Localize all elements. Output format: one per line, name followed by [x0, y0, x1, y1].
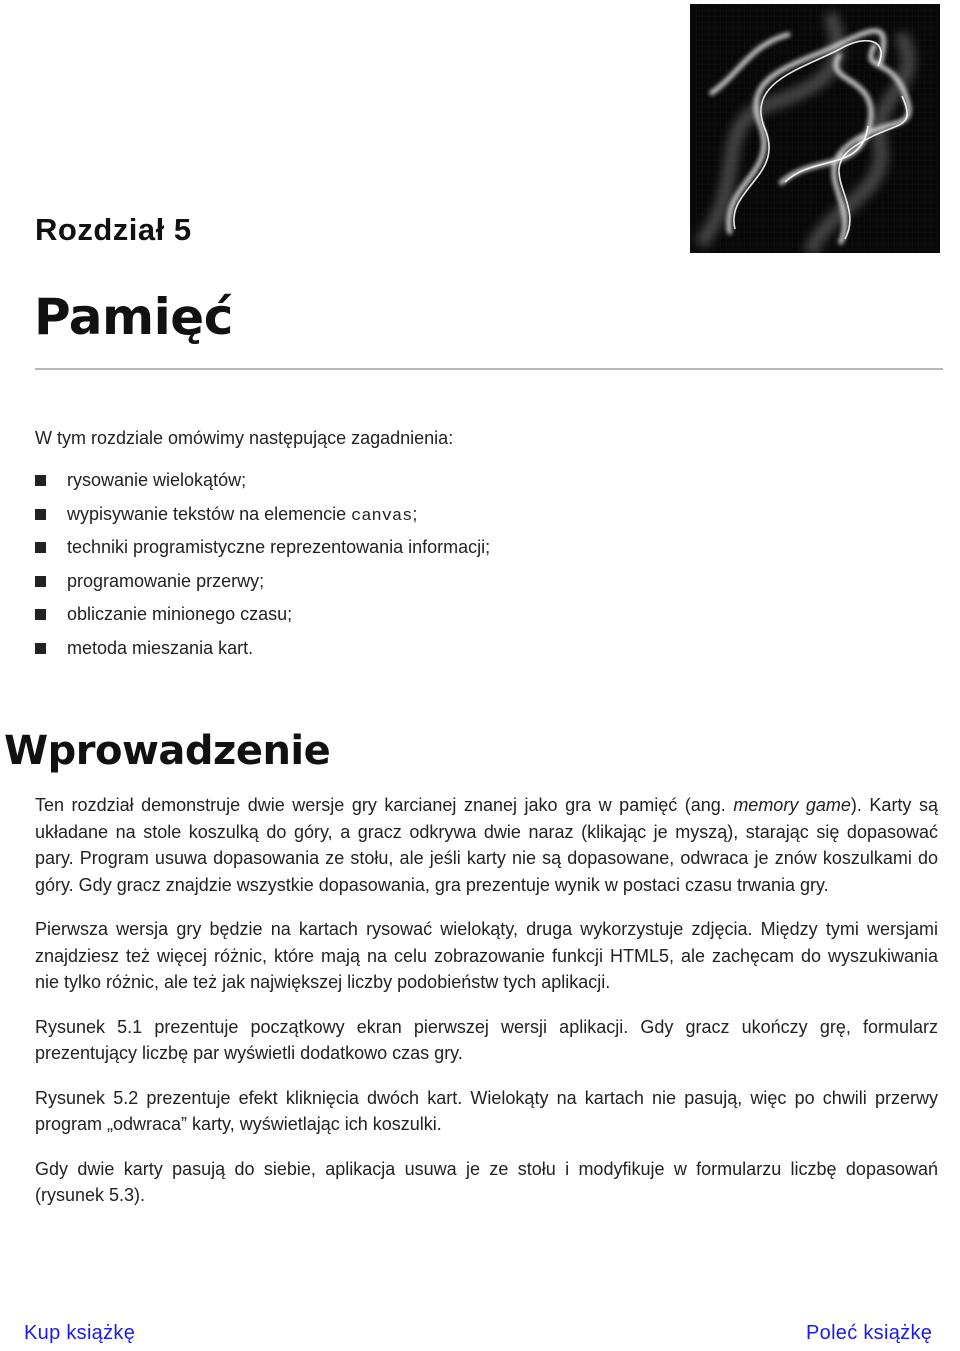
list-item	[35, 466, 490, 500]
list-item-text: rysowanie wielokątów;	[67, 470, 247, 490]
recommend-book-link[interactable]: Poleć książkę	[806, 1322, 933, 1344]
chapter-title: Pamięć	[34, 288, 233, 346]
paragraph-emphasis: memory game	[733, 795, 851, 815]
paragraph: Rysunek 5.1 prezentuje początkowy ekran pierwszej wersji aplikacji. Gdy gracz ukończy grę, formularz prezentujący liczbę par wyświetli dodatkowo czas gry.	[35, 1016, 938, 1063]
topics-intro: W tym rozdziale omówimy następujące zagadnienia:	[35, 428, 454, 448]
paragraph-text: Ten rozdział demonstruje dwie wersje gry karcianej znanej jako gra w pamięć (ang.	[35, 795, 734, 815]
bullet-square-icon	[35, 576, 46, 587]
list-item	[35, 500, 490, 534]
paragraph: Pierwsza wersja gry będzie na kartach rysować wielokąty, druga wykorzystuje zdjęcia. Między tymi wersjami znajdziesz też więcej różnic, które mają na celu zobrazowanie funkcji HTML5, ale zachęcam do wyszukiwania nie tylko różnic, ale też jak największej liczby podobieństw tych aplikacji.	[35, 919, 938, 992]
bullet-square-icon	[35, 609, 46, 620]
list-item	[35, 600, 490, 634]
title-divider	[35, 368, 943, 370]
list-item	[35, 567, 490, 601]
list-item-text: techniki programistyczne reprezentowania informacji;	[67, 537, 491, 557]
list-item	[35, 533, 490, 567]
list-item	[35, 634, 490, 668]
chapter-label: Rozdział 5	[35, 212, 192, 247]
list-item-text: metoda mieszania kart.	[67, 637, 254, 658]
chapter-cover-image	[690, 4, 940, 253]
topics-list	[35, 466, 490, 667]
list-item-text: wypisywanie tekstów na elemencie	[67, 503, 352, 524]
bullet-square-icon	[35, 475, 46, 486]
bullet-square-icon	[35, 542, 46, 553]
list-item-text: obliczanie minionego czasu;	[67, 604, 293, 624]
paragraph	[35, 792, 938, 898]
bullet-square-icon	[35, 643, 46, 654]
bullet-square-icon	[35, 509, 46, 520]
list-item-code: canvas	[351, 506, 413, 526]
buy-book-link[interactable]: Kup książkę	[24, 1322, 136, 1344]
paragraph: Rysunek 5.2 prezentuje efekt kliknięcia dwóch kart. Wielokąty na kartach nie pasują, więc po chwili przerwy program „odwraca” karty, wyświetlając ich koszulki.	[35, 1087, 938, 1134]
section-heading: Wprowadzenie	[4, 728, 331, 774]
list-item-text: programowanie przerwy;	[67, 570, 265, 591]
paragraph-text: ). Karty są układane na stole koszulką do góry, a gracz odkrywa dwie naraz (klikając je myszą), starając się dopasować pary. Program usuwa dopasowania ze stołu, ale jeśli karty nie są dopasowane, odwraca je znów koszulkami do góry. Gdy gracz znajdzie wszystkie dopasowania, gra prezentuje wynik w postaci czasu trwania gry.	[35, 795, 938, 895]
paragraph: Gdy dwie karty pasują do siebie, aplikacja usuwa je ze stołu i modyfikuje w formularzu liczbę dopasowań (rysunek 5.3).	[35, 1158, 938, 1205]
list-item-suffix: ;	[412, 503, 418, 524]
section-body	[35, 792, 938, 1227]
